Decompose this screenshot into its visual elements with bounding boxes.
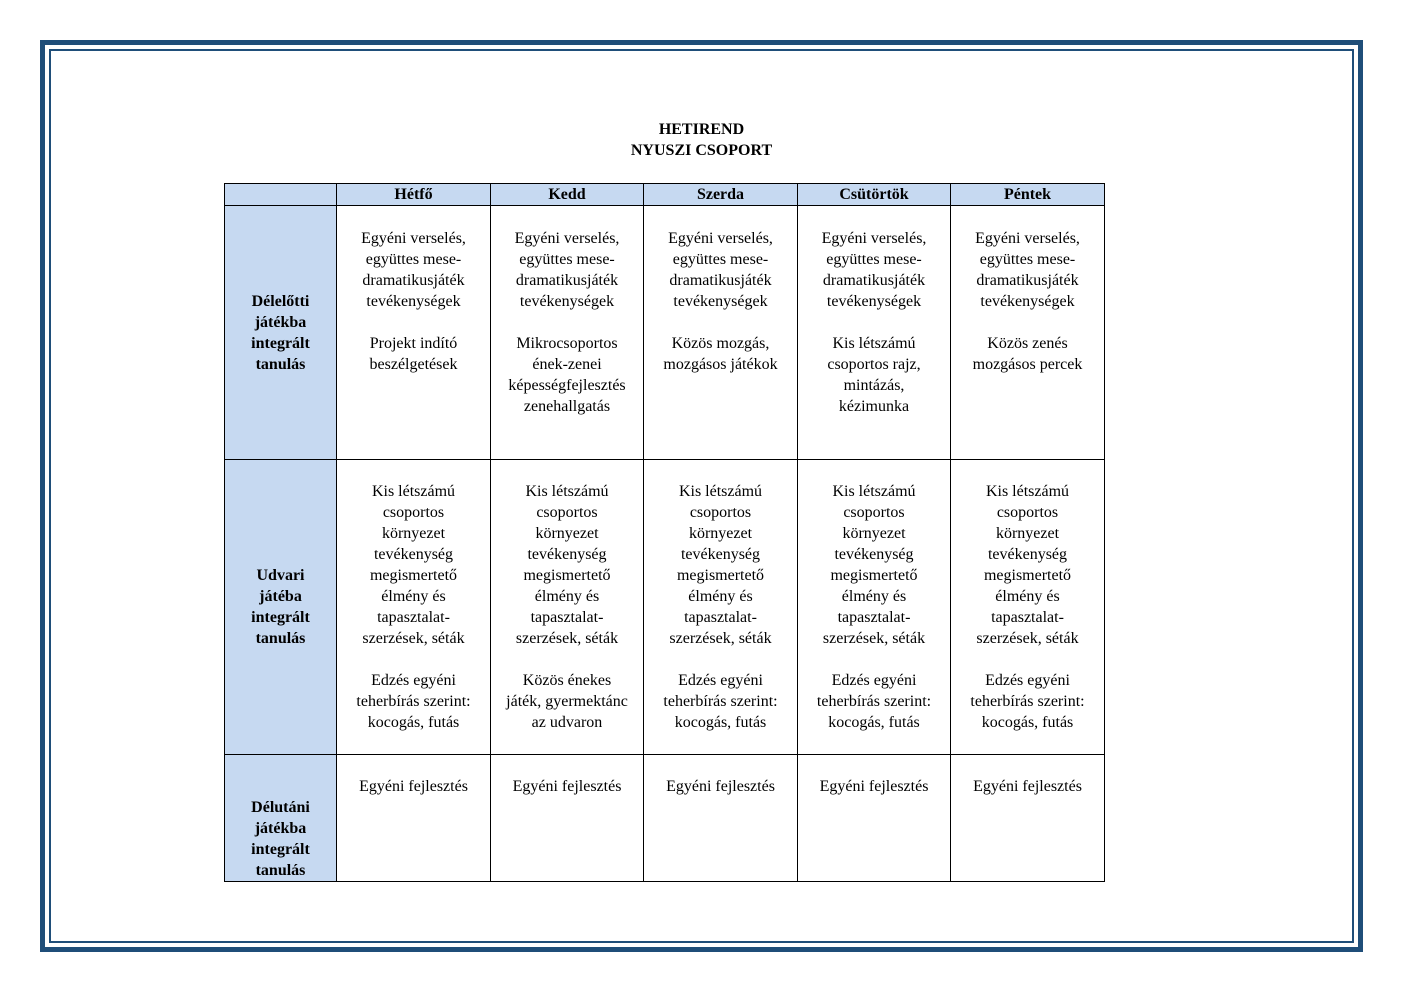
document-subtitle: NYUSZI CSOPORT — [630, 142, 773, 159]
cell-text-primary: Egyéni fejlesztés — [512, 778, 622, 795]
table-row-afternoon — [225, 755, 1105, 882]
day-header-monday: Hétfő — [337, 184, 491, 206]
cell-text-primary: Kis létszámú csoportos környezet tevékenység megismertető élmény és tapasztalat- szerzések, séták — [976, 483, 1079, 647]
cell-text-primary: Egyéni fejlesztés — [819, 778, 929, 795]
row-label-text: Délutáni játékba integrált tanulás — [251, 799, 310, 879]
table-cell — [337, 755, 491, 882]
row-label-yard — [225, 460, 337, 755]
table-cell — [491, 206, 644, 460]
cell-text-primary: Kis létszámú csoportos környezet tevékenység megismertető élmény és tapasztalat- szerzések, séták — [669, 483, 772, 647]
day-header-friday: Péntek — [951, 184, 1105, 206]
title-block — [0, 119, 1403, 161]
table-cell — [798, 755, 951, 882]
table-cell — [337, 460, 491, 755]
weekly-schedule-table — [224, 183, 1105, 882]
cell-text-primary: Egyéni fejlesztés — [973, 778, 1082, 795]
day-header-wednesday: Szerda — [644, 184, 798, 206]
table-cell — [337, 206, 491, 460]
table-cell — [951, 206, 1105, 460]
cell-text-secondary: Edzés egyéni teherbírás szerint: kocogás, futás — [663, 672, 778, 731]
table-cell — [644, 460, 798, 755]
cell-text-primary: Egyéni verselés, együttes mese- dramatikusjáték tevékenységek — [514, 230, 620, 310]
table-row-morning — [225, 206, 1105, 460]
day-header-thursday: Csütörtök — [798, 184, 951, 206]
cell-text-primary: Kis létszámú csoportos környezet tevékenység megismertető élmény és tapasztalat- szerzések, séták — [362, 483, 465, 647]
cell-text-secondary: Projekt indító beszélgetések — [369, 335, 458, 373]
day-header-row — [225, 184, 1105, 206]
cell-text-primary: Egyéni verselés, együttes mese- dramatikusjáték tevékenységek — [821, 230, 927, 310]
table-cell — [951, 460, 1105, 755]
document-title: HETIREND — [658, 121, 745, 138]
table-cell — [644, 755, 798, 882]
table-cell — [951, 755, 1105, 882]
cell-text-secondary: Közös zenés mozgásos percek — [972, 335, 1083, 373]
cell-text-primary: Egyéni verselés, együttes mese- dramatikusjáték tevékenységek — [668, 230, 773, 310]
cell-text-primary: Egyéni verselés, együttes mese- dramatikusjáték tevékenységek — [975, 230, 1080, 310]
row-label-text: Udvari játéba integrált tanulás — [251, 567, 310, 647]
cell-text-primary: Egyéni fejlesztés — [359, 778, 468, 795]
cell-text-secondary: Edzés egyéni teherbírás szerint: kocogás, futás — [356, 672, 471, 731]
row-label-morning — [225, 206, 337, 460]
cell-text-primary: Kis létszámú csoportos környezet tevékenység megismertető élmény és tapasztalat- szerzések, séták — [515, 483, 619, 647]
row-label-text: Délelőtti játékba integrált tanulás — [251, 292, 310, 373]
cell-text-secondary: Mikrocsoportos ének-zenei képességfejlesztés zenehallgatás — [508, 335, 626, 415]
cell-text-primary: Kis létszámú csoportos környezet tevékenység megismertető élmény és tapasztalat- szerzések, séták — [822, 483, 926, 647]
table-cell — [798, 460, 951, 755]
cell-text-secondary: Edzés egyéni teherbírás szerint: kocogás, futás — [816, 672, 932, 731]
cell-text-secondary: Kis létszámú csoportos rajz, mintázás, kézimunka — [827, 335, 921, 415]
table-cell — [491, 755, 644, 882]
corner-cell — [225, 184, 337, 206]
table-cell — [491, 460, 644, 755]
row-label-afternoon — [225, 755, 337, 882]
table-row-yard — [225, 460, 1105, 755]
day-header-tuesday: Kedd — [491, 184, 644, 206]
cell-text-secondary: Edzés egyéni teherbírás szerint: kocogás, futás — [970, 672, 1085, 731]
table-cell — [798, 206, 951, 460]
cell-text-primary: Egyéni verselés, együttes mese- dramatikusjáték tevékenységek — [361, 230, 466, 310]
table-cell — [644, 206, 798, 460]
cell-text-secondary: Közös énekes játék, gyermektánc az udvaron — [506, 672, 628, 731]
cell-text-secondary: Közös mozgás, mozgásos játékok — [663, 335, 778, 373]
cell-text-primary: Egyéni fejlesztés — [666, 778, 775, 795]
